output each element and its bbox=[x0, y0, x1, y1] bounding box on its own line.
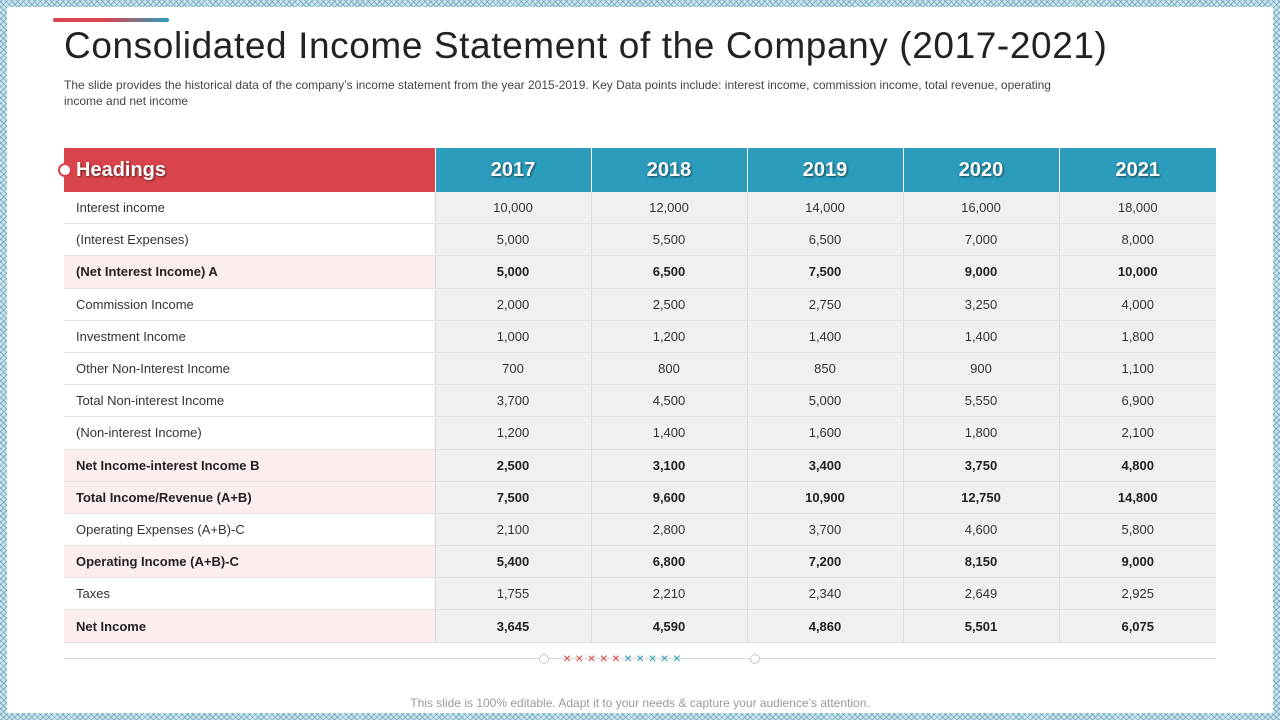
cell-value-2017: 5,000 bbox=[435, 224, 591, 256]
cell-value-2021: 1,100 bbox=[1059, 352, 1216, 384]
cross-icon: × bbox=[648, 650, 661, 666]
table-row bbox=[64, 578, 1216, 610]
cross-icon: × bbox=[599, 650, 612, 666]
row-label: (Non-interest Income) bbox=[64, 417, 435, 449]
table-row bbox=[64, 610, 1216, 642]
cell-value-2017: 10,000 bbox=[435, 192, 591, 224]
cross-icon: × bbox=[623, 650, 637, 666]
cell-value-2019: 850 bbox=[747, 352, 903, 384]
cell-value-2020: 5,501 bbox=[903, 610, 1059, 642]
cell-value-2020: 2,649 bbox=[903, 578, 1059, 610]
cell-value-2017: 1,755 bbox=[435, 578, 591, 610]
cell-value-2020: 16,000 bbox=[903, 192, 1059, 224]
title-accent-bar bbox=[53, 18, 169, 22]
cell-value-2017: 3,700 bbox=[435, 385, 591, 417]
footer-note: This slide is 100% editable. Adapt it to your needs & capture your audience’s attention. bbox=[410, 696, 870, 710]
cell-value-2021: 8,000 bbox=[1059, 224, 1216, 256]
cell-value-2020: 8,150 bbox=[903, 546, 1059, 578]
cell-value-2018: 4,590 bbox=[591, 610, 747, 642]
cell-value-2020: 7,000 bbox=[903, 224, 1059, 256]
row-label: Investment Income bbox=[64, 320, 435, 352]
headings-label: Headings bbox=[76, 158, 167, 181]
table-row bbox=[64, 546, 1216, 578]
cell-value-2018: 2,800 bbox=[591, 513, 747, 545]
cell-value-2019: 7,500 bbox=[747, 256, 903, 288]
cell-value-2020: 3,750 bbox=[903, 449, 1059, 481]
table-row bbox=[64, 192, 1216, 224]
table-row bbox=[64, 513, 1216, 545]
cell-value-2021: 5,800 bbox=[1059, 513, 1216, 545]
decorative-crosses bbox=[563, 649, 685, 667]
cell-value-2019: 4,860 bbox=[747, 610, 903, 642]
row-label: Operating Expenses (A+B)-C bbox=[64, 513, 435, 545]
table-row bbox=[64, 385, 1216, 417]
cell-value-2019: 5,000 bbox=[747, 385, 903, 417]
cell-value-2018: 1,200 bbox=[591, 320, 747, 352]
cell-value-2018: 800 bbox=[591, 352, 747, 384]
table-row bbox=[64, 288, 1216, 320]
cell-value-2019: 2,340 bbox=[747, 578, 903, 610]
cell-value-2018: 2,210 bbox=[591, 578, 747, 610]
cell-value-2019: 1,400 bbox=[747, 320, 903, 352]
row-label: Operating Income (A+B)-C bbox=[64, 546, 435, 578]
cell-value-2019: 14,000 bbox=[747, 192, 903, 224]
cell-value-2019: 10,900 bbox=[747, 481, 903, 513]
row-label: Interest income bbox=[64, 192, 435, 224]
cell-value-2017: 1,000 bbox=[435, 320, 591, 352]
page-title: Consolidated Income Statement of the Company (2017-2021) bbox=[64, 25, 1108, 66]
cell-value-2020: 900 bbox=[903, 352, 1059, 384]
cross-icon: × bbox=[672, 650, 685, 666]
cell-value-2021: 1,800 bbox=[1059, 320, 1216, 352]
headings-header-cell bbox=[64, 148, 435, 192]
cell-value-2021: 2,925 bbox=[1059, 578, 1216, 610]
divider-right-circle bbox=[750, 654, 760, 664]
row-label: Total Income/Revenue (A+B) bbox=[64, 481, 435, 513]
cell-value-2018: 4,500 bbox=[591, 385, 747, 417]
cross-icon: × bbox=[660, 650, 673, 666]
cell-value-2018: 3,100 bbox=[591, 449, 747, 481]
cross-icon: × bbox=[611, 650, 624, 666]
row-label: Net Income-interest Income B bbox=[64, 449, 435, 481]
cell-value-2018: 6,500 bbox=[591, 256, 747, 288]
cross-icon: × bbox=[587, 650, 600, 666]
cross-icon: × bbox=[575, 650, 588, 666]
cell-value-2019: 7,200 bbox=[747, 546, 903, 578]
row-label: Taxes bbox=[64, 578, 435, 610]
cell-value-2017: 5,400 bbox=[435, 546, 591, 578]
cell-value-2020: 5,550 bbox=[903, 385, 1059, 417]
cell-value-2020: 4,600 bbox=[903, 513, 1059, 545]
cell-value-2019: 3,400 bbox=[747, 449, 903, 481]
table-body bbox=[64, 192, 1216, 642]
page-subtitle: The slide provides the historical data of the company’s income statement from the year 2015-2019. Key Data points include: interest income, commission income, total revenue, operating income and net income bbox=[64, 78, 1051, 108]
cell-value-2021: 14,800 bbox=[1059, 481, 1216, 513]
table-row bbox=[64, 224, 1216, 256]
cell-value-2017: 3,645 bbox=[435, 610, 591, 642]
year-header-2017: 2017 bbox=[435, 148, 591, 192]
income-statement-table bbox=[64, 148, 1216, 643]
row-label: Commission Income bbox=[64, 288, 435, 320]
year-header-2021: 2021 bbox=[1059, 148, 1216, 192]
cell-value-2017: 5,000 bbox=[435, 256, 591, 288]
table-row bbox=[64, 320, 1216, 352]
cell-value-2021: 10,000 bbox=[1059, 256, 1216, 288]
cell-value-2018: 12,000 bbox=[591, 192, 747, 224]
year-header-2018: 2018 bbox=[591, 148, 747, 192]
table-row bbox=[64, 417, 1216, 449]
cell-value-2017: 1,200 bbox=[435, 417, 591, 449]
cell-value-2018: 9,600 bbox=[591, 481, 747, 513]
cell-value-2018: 6,800 bbox=[591, 546, 747, 578]
header-bullet-dot bbox=[58, 163, 72, 177]
cell-value-2017: 2,100 bbox=[435, 513, 591, 545]
cell-value-2020: 1,400 bbox=[903, 320, 1059, 352]
row-label: (Interest Expenses) bbox=[64, 224, 435, 256]
cell-value-2018: 2,500 bbox=[591, 288, 747, 320]
cell-value-2017: 700 bbox=[435, 352, 591, 384]
row-label: (Net Interest Income) A bbox=[64, 256, 435, 288]
row-label: Net Income bbox=[64, 610, 435, 642]
cell-value-2019: 3,700 bbox=[747, 513, 903, 545]
cell-value-2020: 12,750 bbox=[903, 481, 1059, 513]
cell-value-2021: 9,000 bbox=[1059, 546, 1216, 578]
divider-left-circle bbox=[539, 654, 549, 664]
table-row bbox=[64, 352, 1216, 384]
cell-value-2020: 9,000 bbox=[903, 256, 1059, 288]
cell-value-2020: 3,250 bbox=[903, 288, 1059, 320]
cell-value-2021: 6,075 bbox=[1059, 610, 1216, 642]
row-label: Total Non-interest Income bbox=[64, 385, 435, 417]
cell-value-2018: 1,400 bbox=[591, 417, 747, 449]
cell-value-2018: 5,500 bbox=[591, 224, 747, 256]
cross-icon: × bbox=[563, 650, 576, 666]
cell-value-2017: 2,000 bbox=[435, 288, 591, 320]
cell-value-2020: 1,800 bbox=[903, 417, 1059, 449]
cell-value-2017: 2,500 bbox=[435, 449, 591, 481]
table-row bbox=[64, 449, 1216, 481]
cell-value-2021: 4,800 bbox=[1059, 449, 1216, 481]
table-row bbox=[64, 256, 1216, 288]
cell-value-2017: 7,500 bbox=[435, 481, 591, 513]
year-header-2019: 2019 bbox=[747, 148, 903, 192]
slide bbox=[7, 7, 1273, 713]
cell-value-2021: 18,000 bbox=[1059, 192, 1216, 224]
cell-value-2021: 4,000 bbox=[1059, 288, 1216, 320]
year-header-2020: 2020 bbox=[903, 148, 1059, 192]
table-row bbox=[64, 481, 1216, 513]
cell-value-2019: 6,500 bbox=[747, 224, 903, 256]
cell-value-2021: 2,100 bbox=[1059, 417, 1216, 449]
cell-value-2021: 6,900 bbox=[1059, 385, 1216, 417]
row-label: Other Non-Interest Income bbox=[64, 352, 435, 384]
table-header-row bbox=[64, 148, 1216, 192]
cross-icon: × bbox=[636, 650, 649, 666]
cell-value-2019: 2,750 bbox=[747, 288, 903, 320]
cell-value-2019: 1,600 bbox=[747, 417, 903, 449]
